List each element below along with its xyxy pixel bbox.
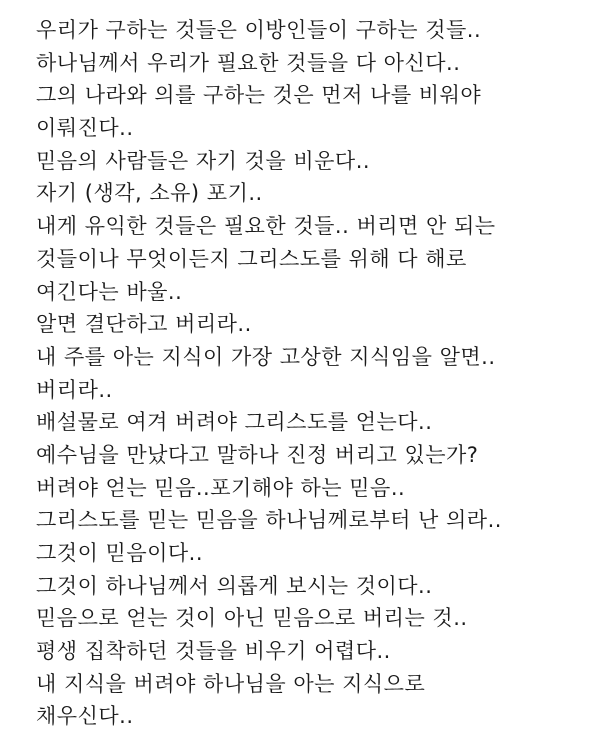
note-line: 내게 유익한 것들은 필요한 것들.. 버리면 안 되는 [36,214,496,239]
note-line: 이뤄진다.. [36,116,134,141]
note-line: 하나님께서 우리가 필요한 것들을 다 아신다.. [36,50,461,75]
note-line: 내 지식을 버려야 하나님을 아는 지식으로 [36,671,426,696]
note-line [36,14,592,47]
note-line: 배설물로 여겨 버려야 그리스도를 얻는다.. [36,410,433,435]
note-line: 것들이나 무엇이든지 그리스도를 위해 다 해로 [36,246,467,271]
note-line: 알면 결단하고 버리라.. [36,312,252,337]
note-line: 채우신다.. [36,704,134,729]
note-line: 믿음으로 얻는 것이 아닌 믿음으로 버리는 것.. [36,606,468,631]
note-line: 내 주를 아는 지식이 가장 고상한 지식임을 알면.. [36,344,496,369]
note-line: 여긴다는 바울.. [36,279,183,304]
note-line: 버리라.. [36,377,113,402]
note-line: 믿음의 사람들은 자기 것을 비운다.. [36,148,371,173]
note-line: 평생 집착하던 것들을 비우기 어렵다.. [36,639,391,664]
note-line: 예수님을 만났다고 말하나 진정 버리고 있는가? [36,442,479,467]
note-line: 그것이 믿음이다.. [36,541,204,565]
note-line: 그것이 하나님께서 의롭게 보시는 것이다.. [36,573,433,598]
note-line: 자기 (생각, 소유) 포기.. [36,181,263,206]
note-line: 그의 나라와 의를 구하는 것은 먼저 나를 비워야 [36,83,482,108]
note-line: 버려야 얻는 믿음..포기해야 하는 믿음.. [36,475,406,500]
note-line: 그리스도를 믿는 믿음을 하나님께로부터 난 의라.. [36,508,502,533]
note-line-text: 우리가 구하는 것들은 이방인들이 구하는 것들.. [36,18,482,42]
